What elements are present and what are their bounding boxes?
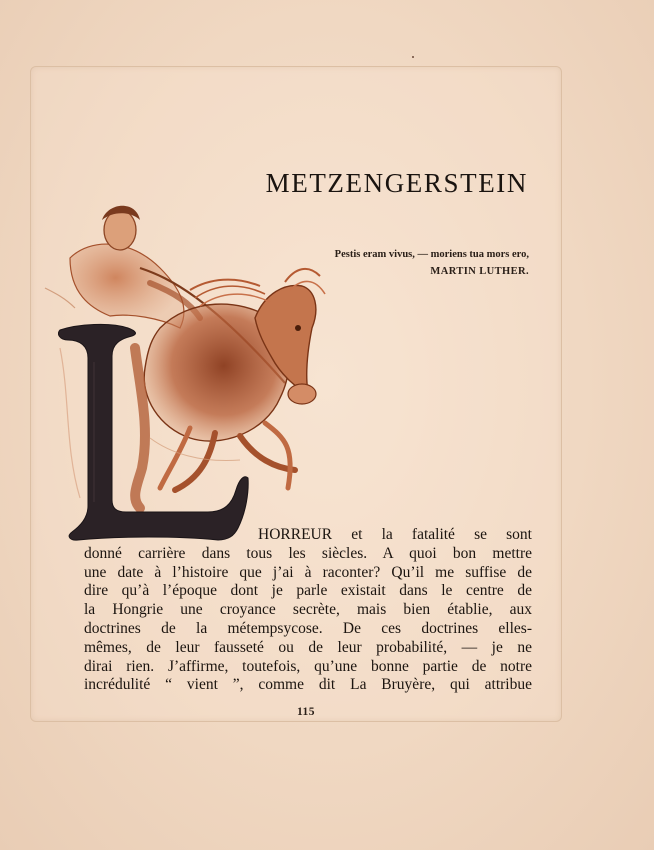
epigraph-quote: Pestis eram vivus, — moriens tua mors ero, [334,249,529,260]
epigraph [335,246,529,280]
body-line: une date à l’histoire que j’ai à raconter? Qu’il me suffise de [84,563,532,581]
body-line: incrédulité “ vient ”, comme dit La Bruyère, qui attribue [84,676,532,694]
page-number: 115 [296,706,316,718]
body-paragraph [84,526,532,695]
body-line: la Hongrie une croyance secrète, mais bien établie, aux [84,601,532,619]
dropcap-letter-L [58,322,253,544]
body-line: dirai rien. J’affirme, toutefois, qu’une bonne partie de notre [84,657,532,675]
body-line: donné carrière dans tous les siècles. A quoi bon mettre [84,544,532,562]
epigraph-attribution: MARTIN LUTHER. [430,266,529,277]
story-title: METZENGERSTEIN [265,168,528,198]
body-line: HORREUR et la fatalité se sont [258,526,532,543]
body-line: mêmes, de leur fausseté ou de leur probabilité, — je ne [84,638,532,656]
body-line: dire qu’à l’époque dont je parle existait dans le centre de [84,582,532,600]
paper-speck [412,56,414,58]
body-line: doctrines de la métempsycose. De ces doctrines elles- [84,619,532,637]
